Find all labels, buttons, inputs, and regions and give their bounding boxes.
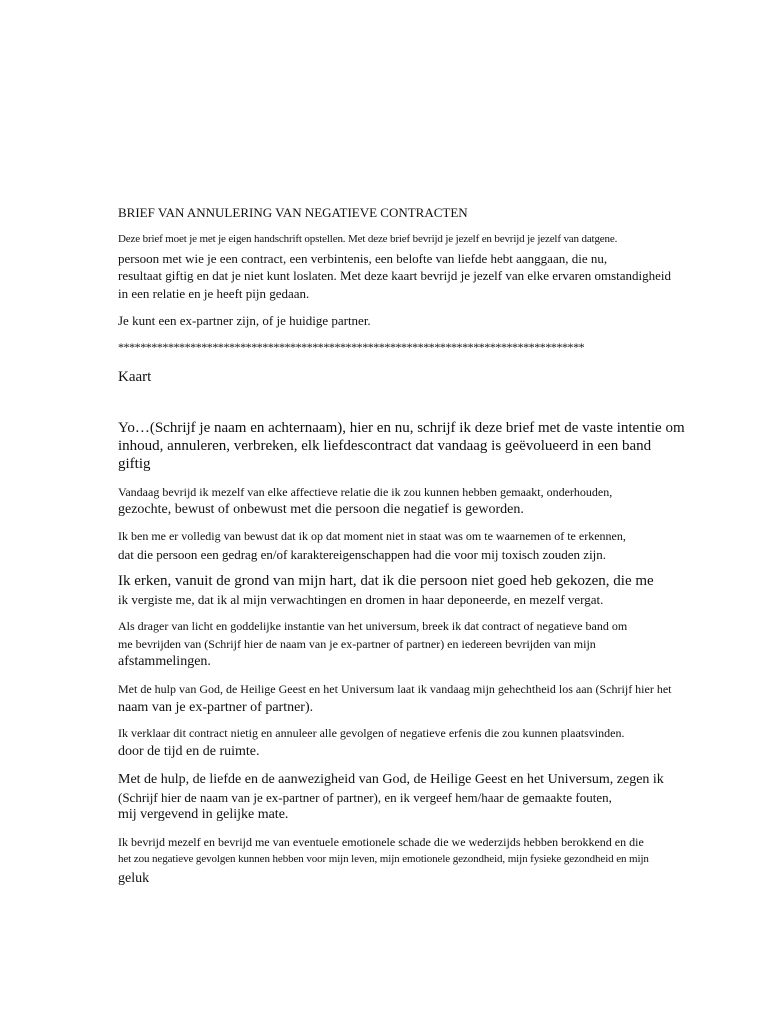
paragraph-line-2: inhoud, annuleren, verbreken, elk liefdescontract dat vandaag is geëvolueerd in een band xyxy=(118,438,652,454)
paragraph-line-21: het zou negatieve gevolgen kunnen hebben voor mijn leven, mijn emotionele gezondheid, mijn fysieke gezondheid en mijn xyxy=(118,853,649,865)
paragraph-line-4: Vandaag bevrijd ik mezelf van elke affectieve relatie die ik zou kunnen hebben gemaakt, onderhouden, xyxy=(118,485,613,499)
paragraph-line-6: Ik ben me er volledig van bewust dat ik op dat moment niet in staat was om te waarnemen of te erkennen, xyxy=(118,529,626,543)
paragraph-line-8: Ik erken, vanuit de grond van mijn hart, dat ik die persoon niet goed heb gekozen, die me xyxy=(118,573,654,589)
paragraph-line-14: naam van je ex-partner of partner). xyxy=(118,700,314,715)
paragraph-line-16: door de tijd en de ruimte. xyxy=(118,744,260,759)
intro-line-1: Deze brief moet je met je eigen handschrift opstellen. Met deze brief bevrijd je jezelf en bevrijd je jezelf van datgene. xyxy=(118,233,618,245)
intro-line-2: persoon met wie je een contract, een verbintenis, een belofte van liefde hebt aanggaan, die nu, xyxy=(118,251,608,266)
intro-note: Je kunt een ex-partner zijn, of je huidige partner. xyxy=(118,313,371,328)
paragraph-line-18: (Schrijf hier de naam van je ex-partner of partner), en ik vergeef hem/haar de gemaakte fouten, xyxy=(118,790,612,805)
paragraph-line-22: geluk xyxy=(118,871,150,886)
paragraph-line-7: dat die persoon een gedrag en/of karaktereigenschappen had die voor mij toxisch zouden zijn. xyxy=(118,547,607,562)
paragraph-line-3: giftig xyxy=(118,456,151,472)
paragraph-line-15: Ik verklaar dit contract nietig en annuleer alle gevolgen of negatieve erfenis die zou kunnen plaatsvinden. xyxy=(118,726,625,740)
separator-line: ************************************************************************************ xyxy=(118,340,585,354)
paragraph-line-19: mij vergevend in gelijke mate. xyxy=(118,807,289,822)
paragraph-line-17: Met de hulp, de liefde en de aanwezigheid van God, de Heilige Geest en het Universum, zegen ik xyxy=(118,772,664,787)
paragraph-line-20: Ik bevrijd mezelf en bevrijd me van eventuele emotionele schade die we wederzijds hebben berokkend en die xyxy=(118,835,644,849)
paragraph-line-11: me bevrijden van (Schrijf hier de naam van je ex-partner of partner) en iedereen bevrijden van mijn xyxy=(118,637,596,651)
paragraph-line-13: Met de hulp van God, de Heilige Geest en het Universum laat ik vandaag mijn gehechtheid los aan (Schrijf hier het xyxy=(118,682,672,696)
paragraph-line-9: ik vergiste me, dat ik al mijn verwachtingen en dromen in haar deponeerde, en mezelf vergat. xyxy=(118,592,604,607)
document-title: BRIEF VAN ANNULERING VAN NEGATIEVE CONTRACTEN xyxy=(118,205,468,220)
paragraph-line-5: gezochte, bewust of onbewust met die persoon die negatief is geworden. xyxy=(118,502,524,517)
section-heading: Kaart xyxy=(118,369,152,385)
intro-line-4: in een relatie en je heeft pijn gedaan. xyxy=(118,286,310,301)
paragraph-line-1: Yo…(Schrijf je naam en achternaam), hier en nu, schrijf ik deze brief met de vaste intentie om xyxy=(118,420,685,436)
intro-line-3: resultaat giftig en dat je niet kunt loslaten. Met deze kaart bevrijd je jezelf van elke ervaren omstandigheid xyxy=(118,268,672,283)
paragraph-line-12: afstammelingen. xyxy=(118,654,211,669)
paragraph-line-10: Als drager van licht en goddelijke instantie van het universum, breek ik dat contract of negatieve band om xyxy=(118,619,628,633)
